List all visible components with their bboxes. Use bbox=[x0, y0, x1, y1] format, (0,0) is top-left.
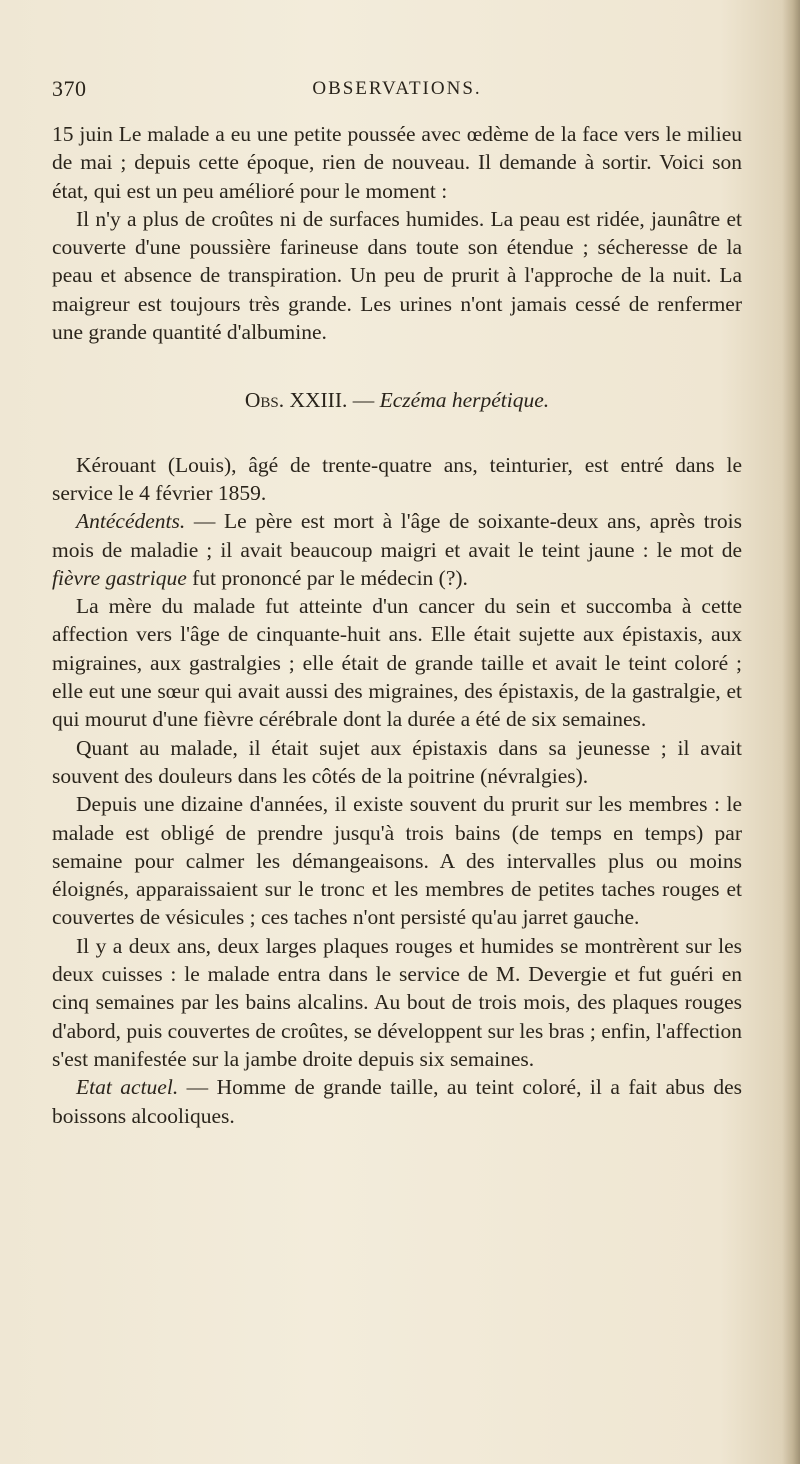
observation-number: Obs. XXIII. bbox=[244, 388, 348, 413]
paragraph-current-state: Il n'y a plus de croûtes ni de surfaces humides. La peau est ridée, jaunâtre et couverte d'une poussière farineuse dans toute son étendue ; sécheresse de la peau et absence de transpiration. Un peu de prurit à l'approche de la nuit. La maigreur est toujours très grande. Les urines n'ont jamais cessé de renfermer une grande quantité d'albumine. bbox=[52, 206, 742, 345]
page-edge-shadow bbox=[782, 0, 800, 1464]
paragraph-mother: La mère du malade fut atteinte d'un cancer du sein et succomba à cette affection vers l'âge de cinquante-huit ans. Elle était sujette aux épistaxis, aux migraines, aux gastralgies ; elle était de grande taille et avait le teint coloré ; elle eut une sœur qui avait aussi des migraines, des épistaxis, de la gastralgie, et qui mourut d'une fièvre cérébrale dont la durée a été de six semaines. bbox=[52, 594, 742, 732]
observation-separator: — bbox=[347, 388, 380, 413]
paragraph-patient-history: Quant au malade, il était sujet aux épistaxis dans sa jeunesse ; il avait souvent des douleurs dans les côtés de la poitrine (névralgies). bbox=[52, 735, 742, 788]
etat-label: Etat actuel. bbox=[76, 1075, 179, 1100]
running-title: OBSERVATIONS. bbox=[312, 78, 482, 99]
etat-text: — Homme de grande taille, au teint coloré, il a fait abus des boissons alcooliques. bbox=[52, 1075, 742, 1128]
paragraph-antecedents bbox=[52, 507, 742, 592]
observation-heading bbox=[52, 386, 742, 414]
body-text bbox=[52, 120, 742, 1130]
antecedents-end: fut prononcé par le médecin (?). bbox=[186, 565, 468, 590]
page-header bbox=[52, 76, 742, 110]
paragraph-plaques: Il y a deux ans, deux larges plaques rouges et humides se montrèrent sur les deux cuisses : le malade entra dans le service de M. Devergie et fut guéri en cinq semaines par les bains alcalins. Au bout de trois mois, des plaques rouges d'abord, puis couvertes de croûtes, se développent sur les bras ; enfin, l'affection s'est manifestée sur la jambe droite depuis six semaines. bbox=[52, 933, 742, 1071]
antecedents-text: — Le père est mort à l'âge de soixante-deux ans, après trois mois de maladie ; il avait beaucoup maigri et avait le teint jaune : le mot de bbox=[52, 509, 742, 562]
paragraph-intro-date: 15 juin Le malade a eu une petite poussée avec œdème de la face vers le milieu de mai ; depuis cette époque, rien de nouveau. Il demande à sortir. Voici son état, qui est un peu amélioré pour le moment : bbox=[52, 122, 742, 203]
paragraph-etat-actuel bbox=[52, 1073, 742, 1130]
antecedents-term: fièvre gastrique bbox=[52, 565, 187, 590]
paragraph-prurit: Depuis une dizaine d'années, il existe souvent du prurit sur les membres : le malade est obligé de prendre jusqu'à trois bains (de temps en temps) par semaine pour calmer les démangeaisons. A des intervalles plus ou moins éloignés, apparaissaient sur le tronc et les membres de petites taches rouges et couvertes de vésicules ; ces taches n'ont persisté qu'au jarret gauche. bbox=[52, 792, 742, 930]
antecedents-label: Antécédents. bbox=[76, 509, 186, 534]
page-number: 370 bbox=[52, 76, 87, 101]
observation-title: Eczéma herpétique. bbox=[379, 388, 550, 413]
paragraph-patient: Kérouant (Louis), âgé de trente-quatre ans, teinturier, est entré dans le service le 4 février 1859. bbox=[52, 452, 742, 505]
